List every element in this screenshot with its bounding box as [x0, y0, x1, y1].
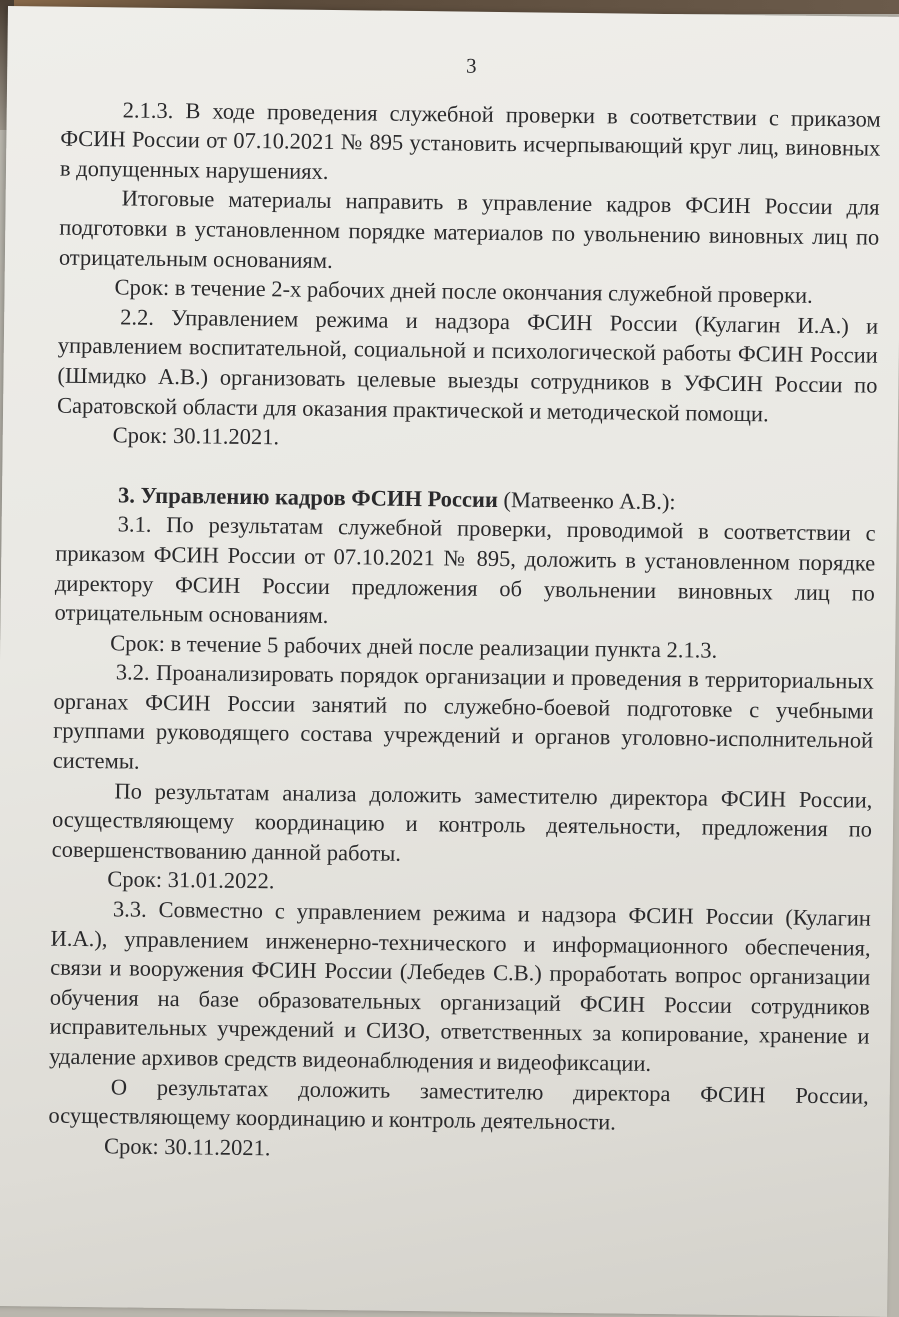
paragraph-3-3: 3.3. Совместно с управлением режима и надзора ФСИН России (Кулагин И.А.), управлением инженерно-технического и информационного обеспечения, связи и вооружения ФСИН России (Лебедев С.В.) проработать вопрос организации обучения на базе образовательных организаций ФСИН России сотрудников исправительных учреждений и СИЗО, ответственных за копирование, хранение и удаление архивов средств видеонаблюдения и видеофиксации.: [49, 896, 872, 1076]
section-3-heading-bold: 3. Управлению кадров ФСИН России: [117, 482, 499, 512]
deadline-2-2: Срок: 30.11.2021.: [112, 422, 280, 450]
deadline-3-3: Срок: 30.11.2021.: [103, 1133, 271, 1161]
paragraph-3-2: 3.2. Проанализировать порядок организации и проведения в территориальных органах ФСИН России занятий по служебно-боевой подготовке с учебными группами руководящего состава учреждений и органов уголовно-исполнительной системы.: [52, 659, 874, 774]
paragraph-3-1: 3.1. По результатам служебной проверки, проводимой в соответствии с приказом ФСИН России от 07.10.2021 № 895, доложить в установленном порядке директору ФСИН России предложения об увольнении виновных лиц по отрицательным основаниям.: [54, 511, 876, 629]
deadline-3-1: Срок: в течение 5 рабочих дней после реализации пункта 2.1.3.: [110, 629, 718, 663]
document-page: [0, 6, 899, 1317]
document-body: [48, 47, 882, 1170]
paragraph-final-materials: Итоговые материалы направить в управление кадров ФСИН России для подготовки в установленном порядке материалов по увольнению виновных лиц по отрицательным основаниям.: [58, 185, 880, 273]
deadline-2-1-3: Срок: в течение 2-х рабочих дней после окончания служебной проверки.: [114, 274, 813, 309]
paragraph-2-1-3: 2.1.3. В ходе проведения служебной проверки в соответствии с приказом ФСИН России от 07.10.2021 № 895 установить исчерпывающий круг лиц, виновных в допущенных нарушениях.: [59, 97, 881, 184]
paragraph-3-3-report: О результатах доложить заместителю директора ФСИН России, осуществляющему координацию и контроль деятельности.: [48, 1073, 869, 1135]
section-3-heading-rest: (Матвеенко А.В.):: [497, 486, 676, 514]
paragraph-3-2-report: По результатам анализа доложить заместителю директора ФСИН России, осуществляющему координацию и контроль деятельности, предложения по совершенствованию данной работы.: [51, 778, 873, 866]
page-number: 3: [465, 53, 477, 78]
deadline-3-2: Срок: 31.01.2022.: [107, 866, 275, 894]
paragraph-2-2: 2.2. Управлением режима и надзора ФСИН России (Кулагин И.А.) и управлением воспитательной, социальной и психологической работы ФСИН России (Шмидко А.В.) организовать целевые выезды сотрудников в УФСИН России по Саратовской области для оказания практической и методической помощи.: [56, 304, 879, 426]
